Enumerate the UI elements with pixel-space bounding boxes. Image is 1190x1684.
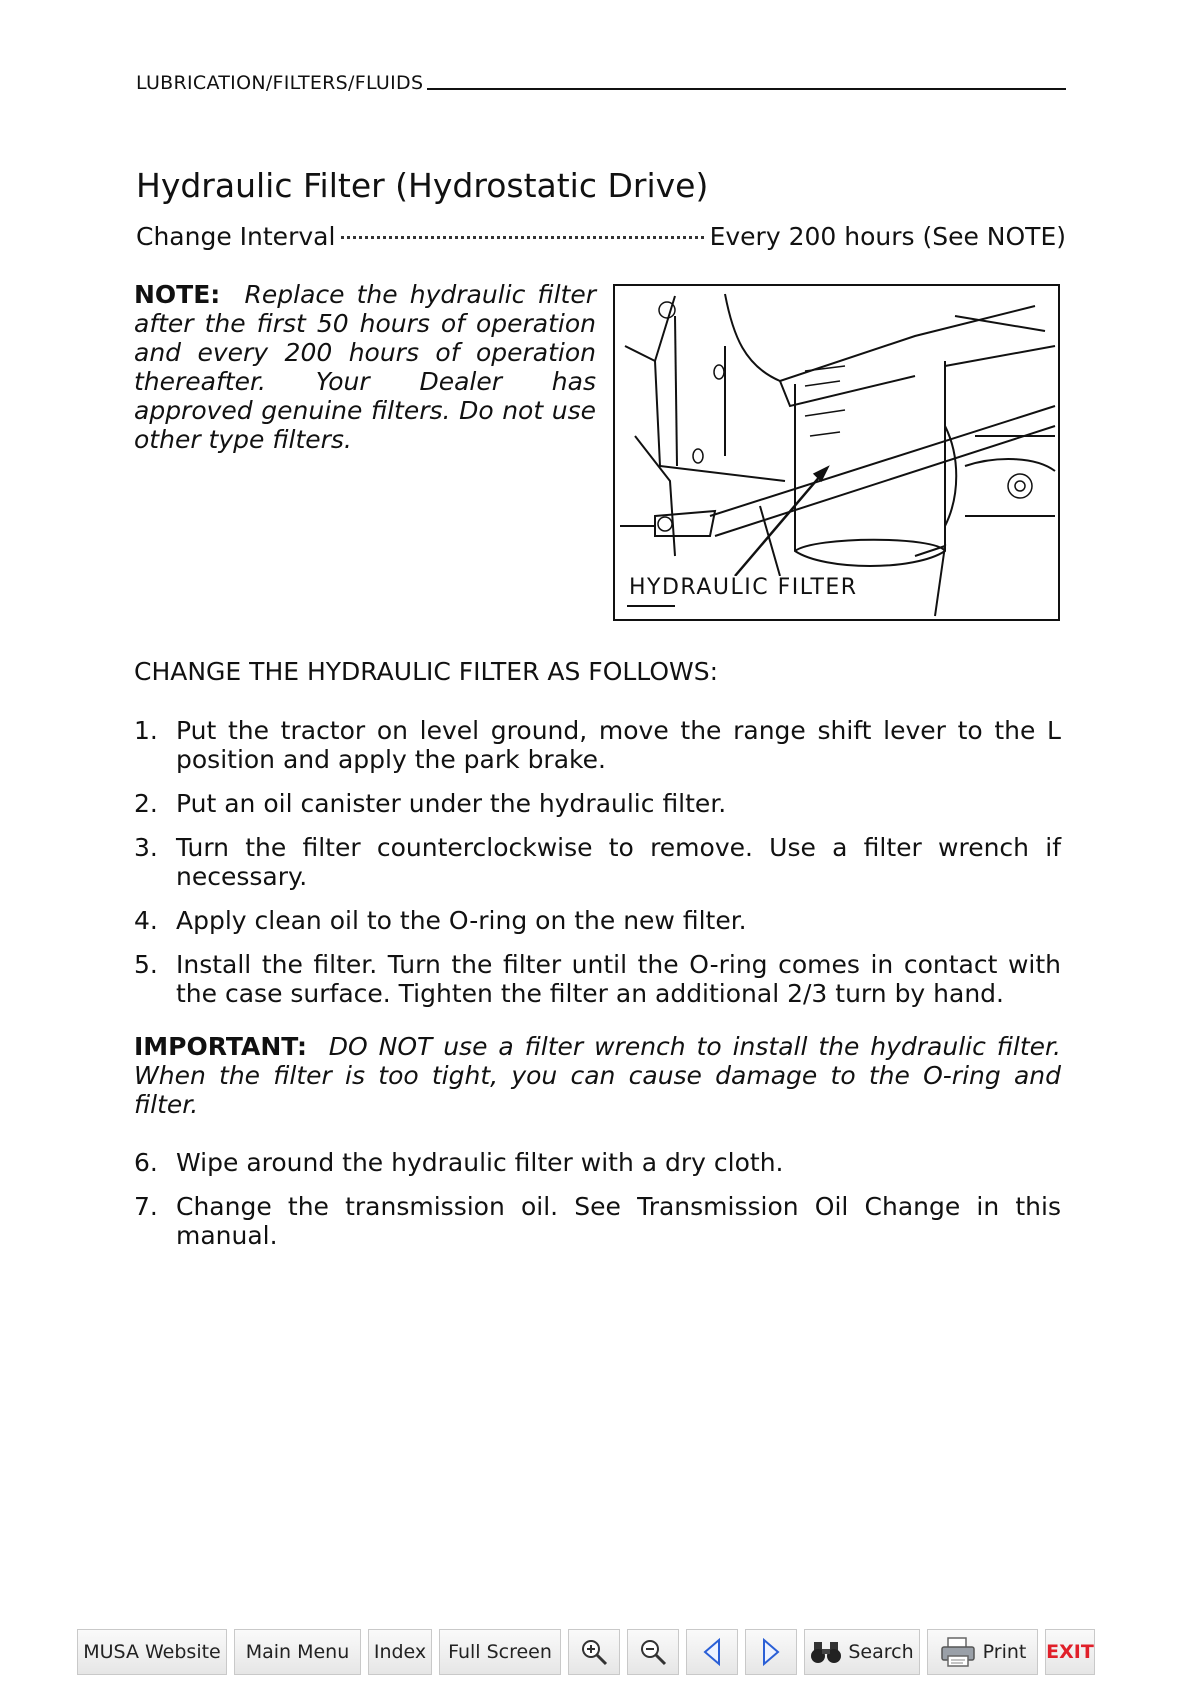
header-rule xyxy=(427,88,1066,90)
important-text: DO NOT use a filter wrench to install the hydraulic filter. When the filter is too tight, you can cause damage to the O-ring and filter. xyxy=(134,1032,1061,1119)
zoom-in-icon xyxy=(579,1637,609,1667)
index-button[interactable]: Index xyxy=(368,1629,432,1675)
step-number: 6. xyxy=(134,1148,158,1177)
figure-label: HYDRAULIC FILTER xyxy=(629,575,858,600)
note-label: NOTE: xyxy=(134,280,221,309)
zoom-out-icon xyxy=(638,1637,668,1667)
steps-list-part2 xyxy=(134,1148,1061,1265)
previous-page-icon xyxy=(700,1637,724,1667)
step-number: 4. xyxy=(134,906,158,935)
important-paragraph xyxy=(134,1032,1061,1119)
instructions-heading: CHANGE THE HYDRAULIC FILTER AS FOLLOWS: xyxy=(134,657,719,686)
step-text: Change the transmission oil. See Transmission Oil Change in this manual. xyxy=(176,1192,1061,1250)
list-item xyxy=(134,716,1061,774)
full-screen-button[interactable]: Full Screen xyxy=(439,1629,561,1675)
exit-button[interactable]: EXIT xyxy=(1045,1629,1095,1675)
zoom-in-button[interactable] xyxy=(568,1629,620,1675)
important-label: IMPORTANT: xyxy=(134,1032,307,1061)
change-interval-value: Every 200 hours (See NOTE) xyxy=(709,222,1066,251)
change-interval-row xyxy=(136,222,1066,251)
step-number: 5. xyxy=(134,950,158,979)
step-number: 1. xyxy=(134,716,158,745)
hydraulic-filter-illustration xyxy=(613,284,1060,621)
list-item xyxy=(134,1192,1061,1250)
print-button-label: Print xyxy=(982,1641,1027,1663)
note-paragraph xyxy=(134,280,596,454)
step-text: Turn the filter counterclockwise to remove. Use a filter wrench if necessary. xyxy=(176,833,1061,891)
section-header xyxy=(136,72,1066,94)
print-button[interactable] xyxy=(927,1629,1038,1675)
next-page-button[interactable] xyxy=(745,1629,797,1675)
step-number: 7. xyxy=(134,1192,158,1221)
binoculars-icon xyxy=(810,1639,842,1665)
list-item xyxy=(134,833,1061,891)
list-item xyxy=(134,906,1061,935)
steps-list-part1 xyxy=(134,716,1061,1023)
printer-icon xyxy=(939,1636,977,1668)
page-title: Hydraulic Filter (Hydrostatic Drive) xyxy=(136,166,709,205)
list-item xyxy=(134,1148,1061,1177)
section-header-label: LUBRICATION/FILTERS/FLUIDS xyxy=(136,72,424,94)
step-text: Install the filter. Turn the filter until the O-ring comes in contact with the case surface. Tighten the filter an additional 2/3 turn by hand. xyxy=(176,950,1061,1008)
change-interval-label: Change Interval xyxy=(136,222,336,251)
zoom-out-button[interactable] xyxy=(627,1629,679,1675)
step-text: Wipe around the hydraulic filter with a dry cloth. xyxy=(176,1148,784,1177)
search-button[interactable] xyxy=(804,1629,920,1675)
step-text: Apply clean oil to the O-ring on the new filter. xyxy=(176,906,747,935)
step-number: 2. xyxy=(134,789,158,818)
search-button-label: Search xyxy=(848,1641,914,1663)
musa-website-button[interactable]: MUSA Website xyxy=(77,1629,227,1675)
previous-page-button[interactable] xyxy=(686,1629,738,1675)
leader-dots xyxy=(341,236,703,239)
list-item xyxy=(134,950,1061,1008)
filter-line-drawing xyxy=(615,286,1058,619)
main-menu-button[interactable]: Main Menu xyxy=(234,1629,361,1675)
step-number: 3. xyxy=(134,833,158,862)
step-text: Put the tractor on level ground, move the range shift lever to the L position and apply the park brake. xyxy=(176,716,1061,774)
list-item xyxy=(134,789,1061,818)
step-text: Put an oil canister under the hydraulic filter. xyxy=(176,789,727,818)
note-text: Replace the hydraulic filter after the first 50 hours of operation and every 200 hours of operation thereafter. Your Dealer has approved genuine filters. Do not use other type filters. xyxy=(134,280,596,454)
next-page-icon xyxy=(759,1637,783,1667)
